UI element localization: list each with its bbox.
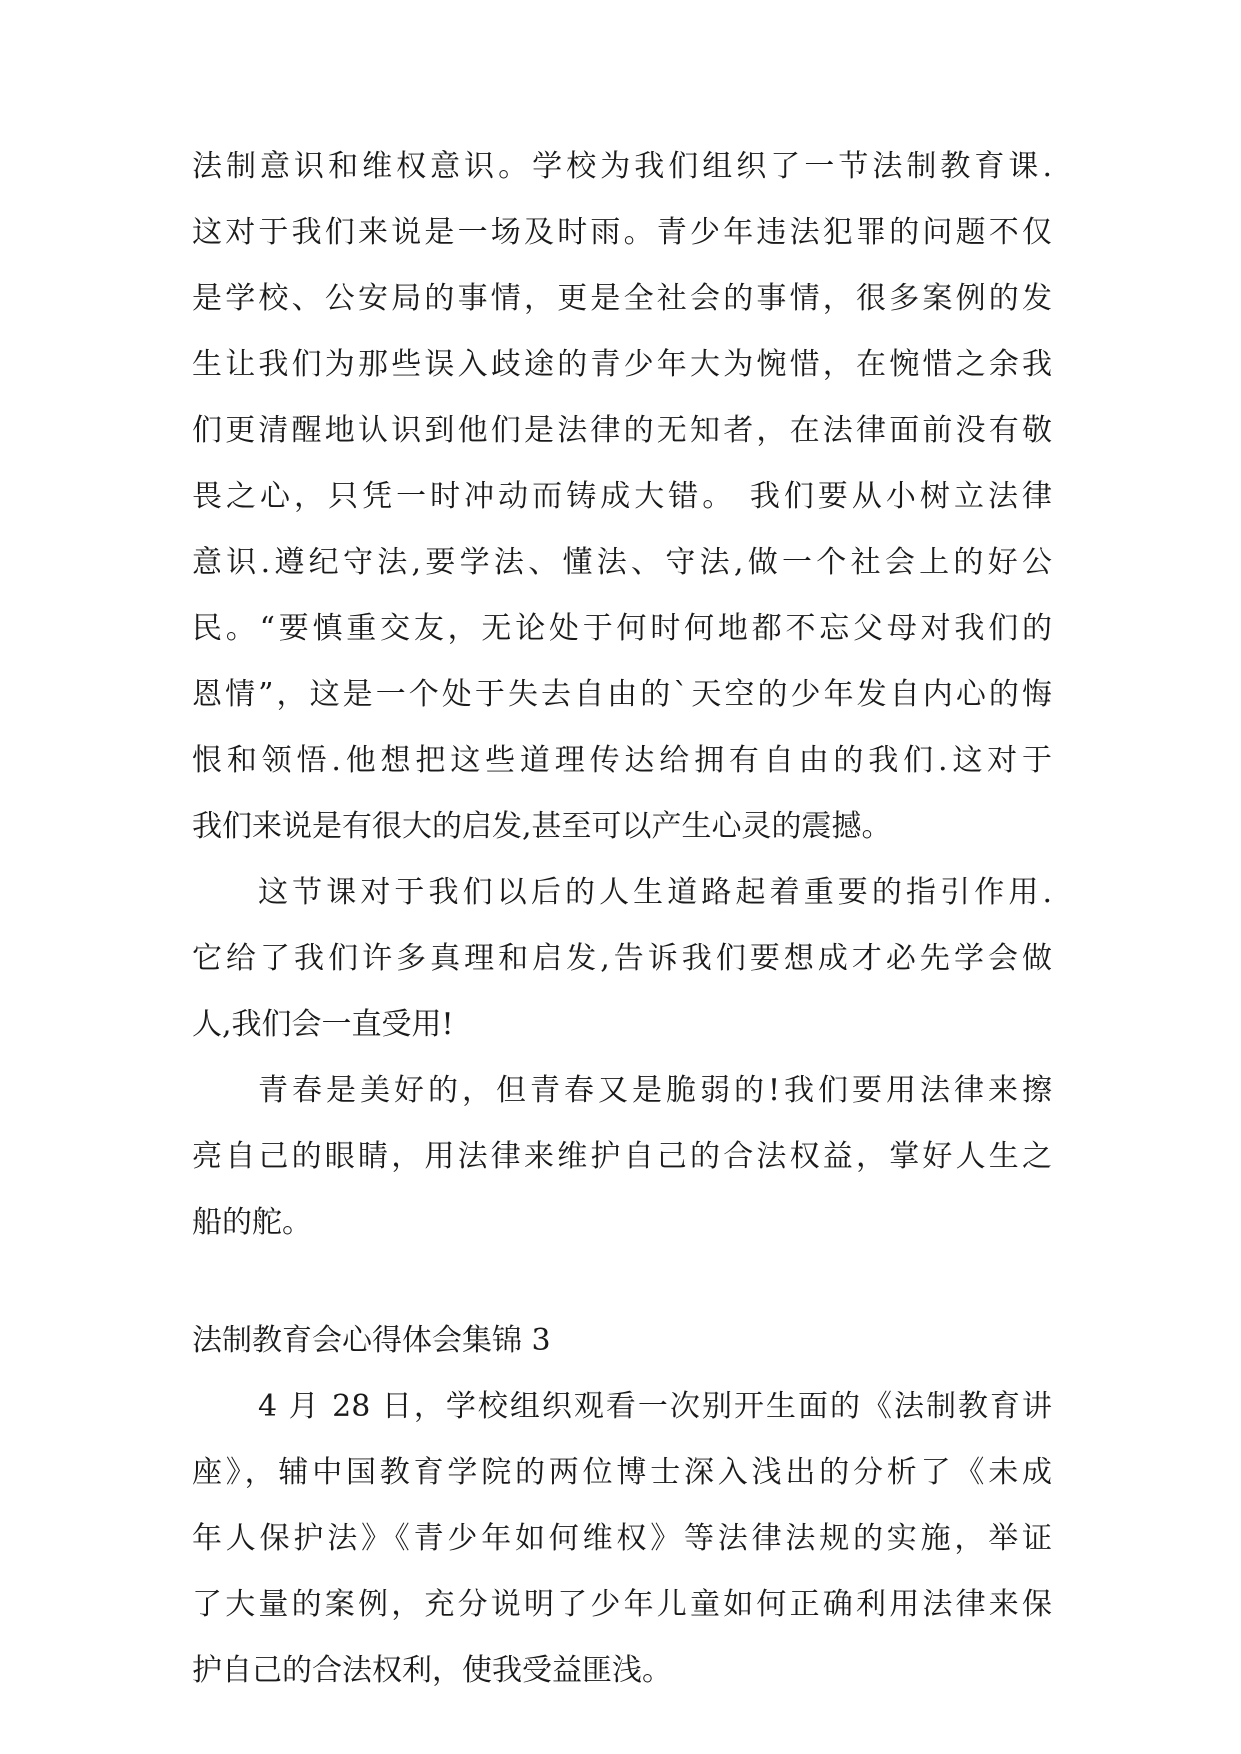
paragraph-2-line-2: 它给了我们许多真理和启发,告诉我们要想成才必先学会做 bbox=[192, 941, 1052, 976]
paragraph-1-line-5: 们更清醒地认识到他们是法律的无知者，在法律面前没有敬 bbox=[192, 413, 1052, 448]
paragraph-4-line-3: 年人保护法》《青少年如何维权》等法律法规的实施，举证 bbox=[192, 1521, 1052, 1556]
paragraph-4-line-1: 4 月 28 日，学校组织观看一次别开生面的《法制教育讲 bbox=[258, 1389, 1052, 1424]
paragraph-1-line-2: 这对于我们来说是一场及时雨。青少年违法犯罪的问题不仅 bbox=[192, 215, 1052, 250]
paragraph-1-line-11: 我们来说是有很大的启发,甚至可以产生心灵的震撼。 bbox=[192, 809, 892, 844]
paragraph-4-line-2: 座》，辅中国教育学院的两位博士深入浅出的分析了《未成 bbox=[192, 1455, 1052, 1490]
paragraph-1-line-3: 是学校、公安局的事情，更是全社会的事情，很多案例的发 bbox=[192, 281, 1052, 316]
paragraph-1-line-8: 民。“要慎重交友，无论处于何时何地都不忘父母对我们的 bbox=[192, 611, 1052, 646]
paragraph-1-line-7: 意识.遵纪守法,要学法、懂法、守法,做一个社会上的好公 bbox=[192, 545, 1052, 580]
paragraph-1-line-6: 畏之心，只凭一时冲动而铸成大错。 我们要从小树立法律 bbox=[192, 479, 1052, 514]
section-heading: 法制教育会心得体会集锦 3 bbox=[192, 1323, 551, 1358]
paragraph-4-line-5: 护自己的合法权利，使我受益匪浅。 bbox=[192, 1653, 672, 1688]
paragraph-4-line-4: 了大量的案例，充分说明了少年儿童如何正确利用法律来保 bbox=[192, 1587, 1052, 1622]
paragraph-3-line-1: 青春是美好的，但青春又是脆弱的!我们要用法律来擦 bbox=[258, 1073, 1052, 1108]
paragraph-2-line-3: 人,我们会一直受用! bbox=[192, 1007, 454, 1042]
paragraph-1-line-10: 恨和领悟.他想把这些道理传达给拥有自由的我们.这对于 bbox=[192, 743, 1052, 778]
paragraph-1-line-4: 生让我们为那些误入歧途的青少年大为惋惜，在惋惜之余我 bbox=[192, 347, 1052, 382]
paragraph-3-line-2: 亮自己的眼睛，用法律来维护自己的合法权益，掌好人生之 bbox=[192, 1139, 1052, 1174]
paragraph-1-line-9: 恩情”，这是一个处于失去自由的`天空的少年发自内心的悔 bbox=[192, 677, 1052, 712]
paragraph-2-line-1: 这节课对于我们以后的人生道路起着重要的指引作用. bbox=[258, 875, 1052, 910]
paragraph-1-line-1: 法制意识和维权意识。学校为我们组织了一节法制教育课. bbox=[192, 149, 1052, 184]
paragraph-3-line-3: 船的舵。 bbox=[192, 1205, 312, 1240]
